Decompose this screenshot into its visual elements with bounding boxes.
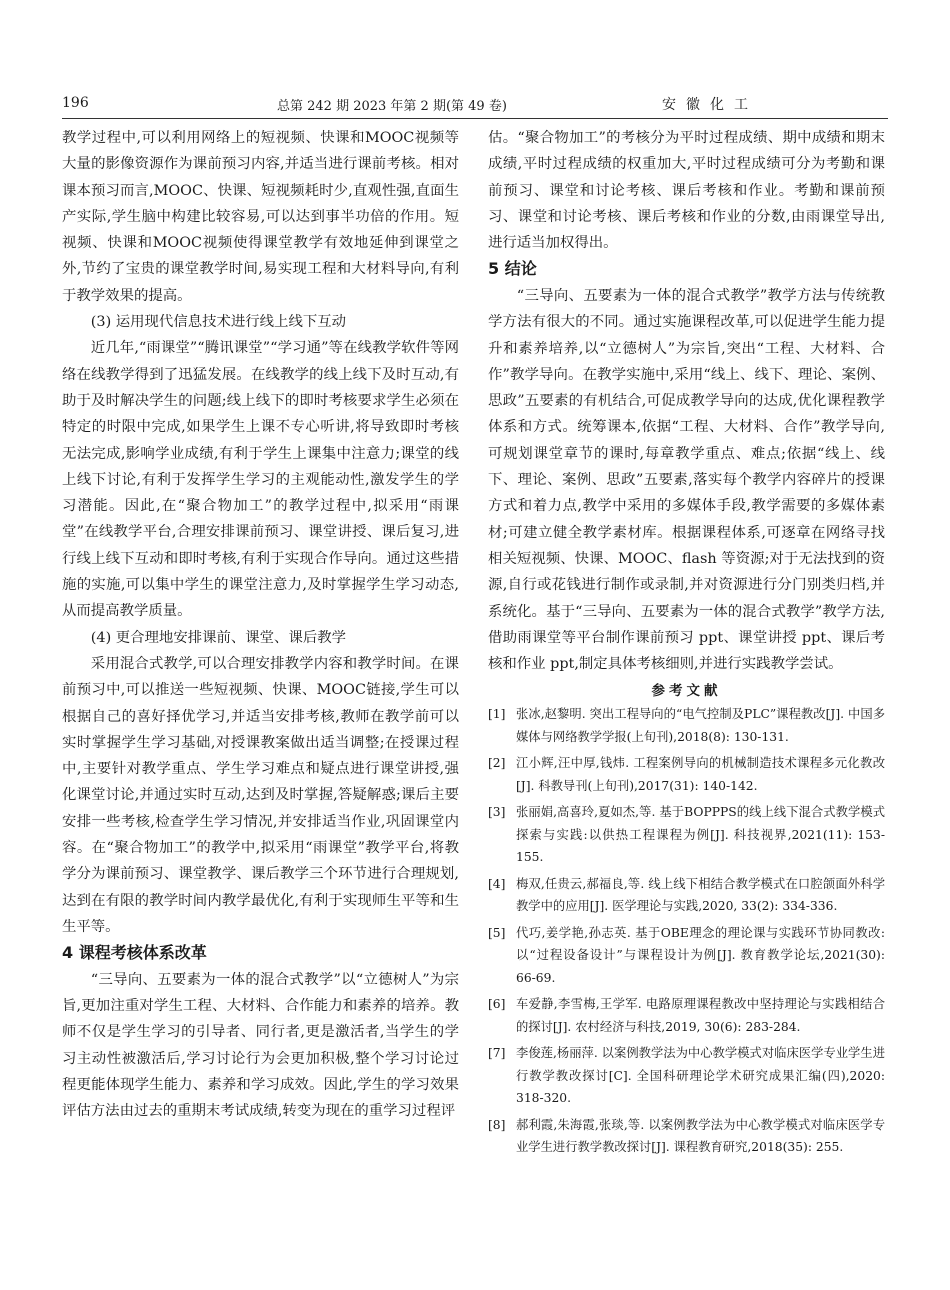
header-rule — [62, 118, 888, 119]
reference-number: [3] — [488, 805, 506, 820]
reference-text: 郝利霞,朱海霞,张琰,等. 以案例教学法为中心教学模式对临床医学专业学生进行教学教改探讨[J]. 课程教育研究,2018(35): 255. — [516, 1117, 885, 1155]
section-heading: 5 结论 — [488, 259, 537, 279]
reference-item — [488, 801, 885, 869]
paragraph: 采用混合式教学,可以合理安排教学内容和教学时间。在课前预习中,可以推送一些短视频、快课、MOOC链接,学生可以根据自己的喜好择优学习,并适当安排考核,教师在教学前可以实时掌握学生学习基础,对授课教案做出适当调整;在授课过程中,主要针对教学重点、学生学习难点和疑点进行课堂讲授,强化课堂讨论,并通过实时互动,达到及时掌握,答疑解惑;课后主要安排一些考核,检查学生学习情况,并安排适当作业,巩固课堂内容。在“聚合物加工”的教学中,拟采用“雨课堂”教学平台,将教学分为课前预习、课堂教学、课后教学三个环节进行合理规划,达到在有限的教学时间内教学最优化,有利于实现师生平等和生生平等。 — [62, 655, 459, 935]
reference-text: 代巧,姜学艳,孙志英. 基于OBE理念的理论课与实践环节协同教改:以“过程设备设计”与课程设计为例[J]. 教育教学论坛,2021(30): 66-69. — [516, 925, 885, 985]
reference-number: [6] — [488, 997, 506, 1012]
reference-item — [488, 993, 885, 1038]
reference-text: 车爱静,李雪梅,王学军. 电路原理课程教改中坚持理论与实践相结合的探讨[J]. 农村经济与科技,2019, 30(6): 283-284. — [516, 997, 885, 1034]
reference-number: [7] — [488, 1046, 506, 1061]
subheading: (3) 运用现代信息技术进行线上线下互动 — [90, 314, 347, 331]
reference-item — [488, 752, 885, 797]
issue-info: 总第 242 期 2023 年第 2 期(第 49 卷) — [277, 99, 507, 114]
reference-item — [488, 922, 885, 990]
reference-number: [8] — [488, 1117, 506, 1132]
reference-item — [488, 873, 885, 918]
reference-list — [488, 703, 885, 1159]
paragraph: 近几年,“雨课堂”“腾讯课堂”“学习通”等在线教学软件等网络在线教学得到了迅猛发展。在线教学的线上线下及时互动,有助于及时解决学生的问题;线上线下的即时考核要求学生必须在特定的时限中完成,如果学生上课不专心听讲,将导致即时考核无法完成,影响学业成绩,有利于学生上课集中注意力;课堂的线上线下讨论,有利于发挥学生学习的主观能动性,激发学生的学习潜能。因此,在“聚合物加工”的教学过程中,拟采用“雨课堂”在线教学平台,合理安排课前预习、课堂讲授、课后复习,进行线上线下互动和即时考核,有利于实现合作导向。通过这些措施的实施,可以集中学生的课堂注意力,及时掌握学生学习动态,从而提高教学质量。 — [62, 340, 459, 620]
reference-number: [5] — [488, 925, 506, 940]
subheading: (4) 更合理地安排课前、课堂、课后教学 — [90, 629, 347, 646]
paragraph: 教学过程中,可以利用网络上的短视频、快课和MOOC视频等大量的影像资源作为课前预习内容,并适当进行课前考核。相对课本预习而言,MOOC、快课、短视频耗时少,直观性强,直面生产实际,学生脑中构建比较容易,可以达到事半功倍的作用。短视频、快课和MOOC视频使得课堂教学有效地延伸到课堂之外,节约了宝贵的课堂教学时间,易实现工程和大材料导向,有利于教学效果的提高。 — [62, 130, 459, 304]
reference-item — [488, 703, 885, 748]
paragraph: 估。“聚合物加工”的考核分为平时过程成绩、期中成绩和期末成绩,平时过程成绩的权重加大,平时过程成绩可分为考勤和课前预习、课堂和讨论考核、课后考核和作业。考勤和课前预习、课堂和讨论考核、课后考核和作业的分数,由雨课堂导出,进行适当加权得出。 — [488, 130, 885, 252]
reference-item — [488, 1114, 885, 1159]
section-heading: 4 课程考核体系改革 — [62, 943, 207, 963]
journal-name: 安徽化工 — [662, 97, 758, 113]
reference-text: 李俊莲,杨丽萍. 以案例教学法为中心教学模式对临床医学专业学生进行教学教改探讨[C]. 全国科研理论学术研究成果汇编(四),2020: 318-320. — [516, 1046, 885, 1106]
page-number: 196 — [62, 95, 89, 111]
references-heading: 参考文献 — [651, 683, 722, 700]
reference-item — [488, 1042, 885, 1110]
reference-number: [1] — [488, 707, 506, 722]
paragraph: “三导向、五要素为一体的混合式教学”教学方法与传统教学方法有很大的不同。通过实施课程改革,可以促进学生能力提升和素养培养,以“立德树人”为宗旨,突出“工程、大材料、合作”教学导向。在教学实施中,采用“线上、线下、理论、案例、思政”五要素的有机结合,可促成教学导向的达成,优化课程教学体系和方式。统筹课本,依据“工程、大材料、合作”教学导向,可规划课堂章节的课时,每章教学重点、难点;依据“线上、线下、理论、案例、思政”五要素,落实每个教学内容碎片的授课方式和着力点,教学中采用的多媒体手段,教学需要的多媒体素材;可建立健全教学素材库。根据课程体系,可逐章在网络寻找相关短视频、快课、MOOC、flash 等资源;对于无法找到的资源,自行或花钱进行制作或录制,并对资源进行分门别类归档,并系统化。基于“三导向、五要素为一体的混合式教学”教学方法,借助雨课堂等平台制作课前预习 ppt、课堂讲授 ppt、课后考核和作业 ppt,制定具体考核细则,并进行实践教学尝试。 — [488, 287, 885, 673]
left-column — [62, 125, 459, 1124]
reference-text: 张丽娟,高喜玲,夏如杰,等. 基于BOPPPS的线上线下混合式教学模式探索与实践:以供热工程课程为例[J]. 科技视界,2021(11): 153-155. — [516, 805, 885, 865]
reference-number: [4] — [488, 876, 506, 891]
reference-number: [2] — [488, 756, 506, 771]
paragraph: “三导向、五要素为一体的混合式教学”以“立德树人”为宗旨,更加注重对学生工程、大材料、合作能力和素养的培养。教师不仅是学生学习的引导者、同行者,更是激活者,当学生的学习主动性被激活后,学习讨论行为会更加积极,整个学习讨论过程更能体现学生能力、素养和学习成效。因此,学生的学习效果评估方法由过去的重期末考试成绩,转变为现在的重学习过程评 — [62, 971, 459, 1120]
running-header — [62, 93, 888, 115]
reference-text: 梅双,任贵云,郝福良,等. 线上线下相结合教学模式在口腔颌面外科学教学中的应用[J]. 医学理论与实践,2020, 33(2): 334-336. — [516, 876, 885, 914]
reference-text: 张冰,赵黎明. 突出工程导向的“电气控制及PLC”课程教改[J]. 中国多媒体与网络教学学报(上旬刊),2018(8): 130-131. — [516, 707, 885, 744]
right-column — [488, 125, 885, 1163]
reference-text: 江小辉,汪中厚,钱炜. 工程案例导向的机械制造技术课程多元化教改[J]. 科教导刊(上旬刊),2017(31): 140-142. — [516, 756, 885, 793]
